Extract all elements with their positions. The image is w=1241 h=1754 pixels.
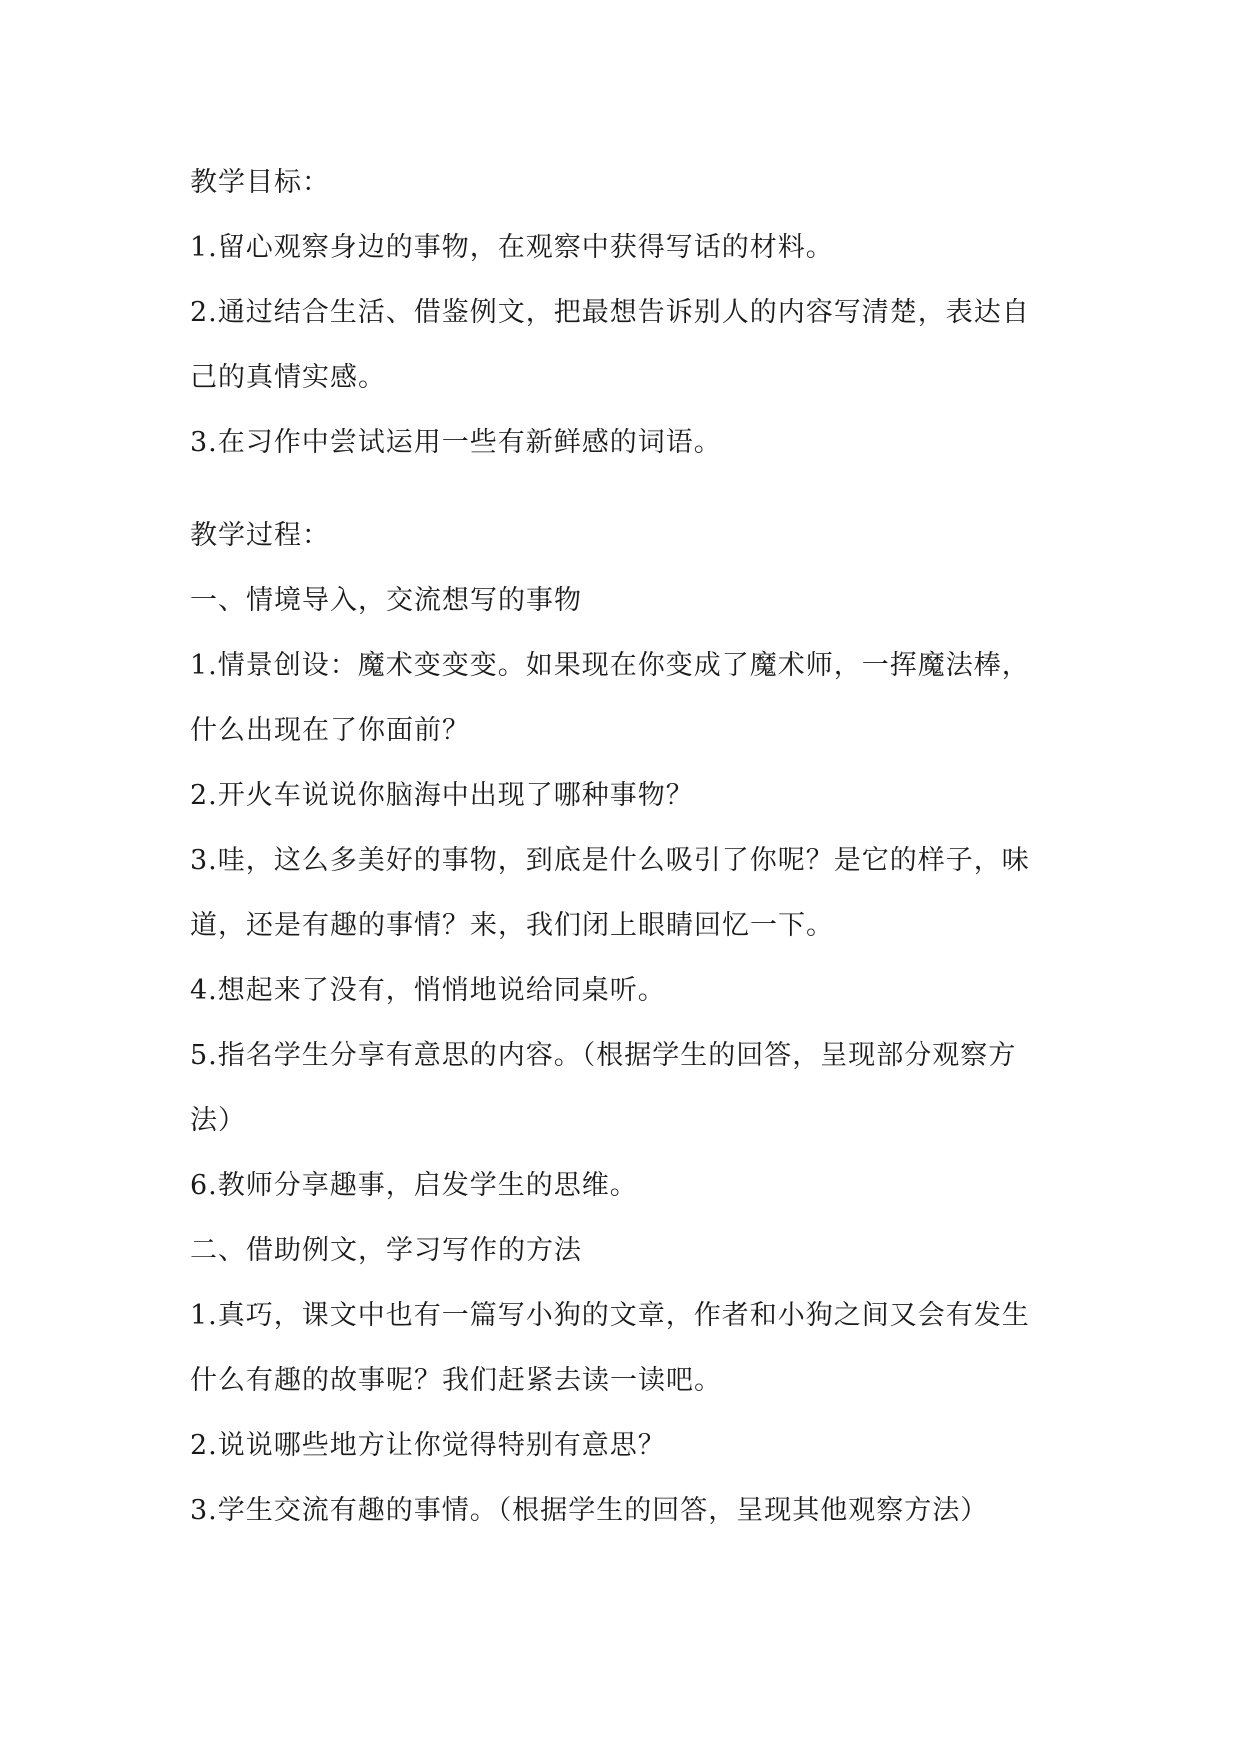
text-line: 3.在习作中尝试运用一些有新鲜感的词语。 [190,427,722,458]
text-line: 1.真巧，课文中也有一篇写小狗的文章，作者和小狗之间又会有发生 [190,1300,1030,1331]
text-line: 什么出现在了你面前？ [190,715,470,746]
text-line: 2.说说哪些地方让你觉得特别有意思？ [190,1430,666,1461]
document-body [190,150,1060,1543]
text-line: 2.开火车说说你脑海中出现了哪种事物？ [190,780,694,811]
section2-item [190,1283,1060,1413]
section1-item [190,633,1060,763]
section2-item [190,1413,1060,1478]
text-line: 法） [190,1105,246,1136]
section1-item [190,958,1060,1023]
text-line: 1.情景创设：魔术变变变。如果现在你变成了魔术师，一挥魔法棒， [190,650,1030,681]
text-line: 1.留心观察身边的事物，在观察中获得写话的材料。 [190,232,834,263]
section1-heading: 一、情境导入，交流想写的事物 [190,585,582,616]
objective-item [190,215,1060,280]
section-spacer [190,475,1060,503]
text-line: 什么有趣的故事呢？我们赶紧去读一读吧。 [190,1365,722,1396]
text-line: 己的真情实感。 [190,362,386,393]
objective-item [190,280,1060,410]
section2-item [190,1478,1060,1543]
section1-item [190,763,1060,828]
section1-item [190,828,1060,958]
text-line: 4.想起来了没有，悄悄地说给同桌听。 [190,975,666,1006]
process-heading: 教学过程： [190,520,330,551]
section1-item [190,1153,1060,1218]
text-line: 3.学生交流有趣的事情。（根据学生的回答，呈现其他观察方法） [190,1495,989,1526]
text-line: 2.通过结合生活、借鉴例文，把最想告诉别人的内容写清楚，表达自 [190,297,1030,328]
text-line: 3.哇，这么多美好的事物，到底是什么吸引了你呢？是它的样子，味 [190,845,1030,876]
section2-heading: 二、借助例文，学习写作的方法 [190,1235,582,1266]
section1-item [190,1023,1060,1153]
text-line: 6.教师分享趣事，启发学生的思维。 [190,1170,638,1201]
objectives-heading: 教学目标： [190,167,330,198]
text-line: 道，还是有趣的事情？来，我们闭上眼睛回忆一下。 [190,910,834,941]
objective-item [190,410,1060,475]
text-line: 5.指名学生分享有意思的内容。（根据学生的回答，呈现部分观察方 [190,1040,1017,1071]
